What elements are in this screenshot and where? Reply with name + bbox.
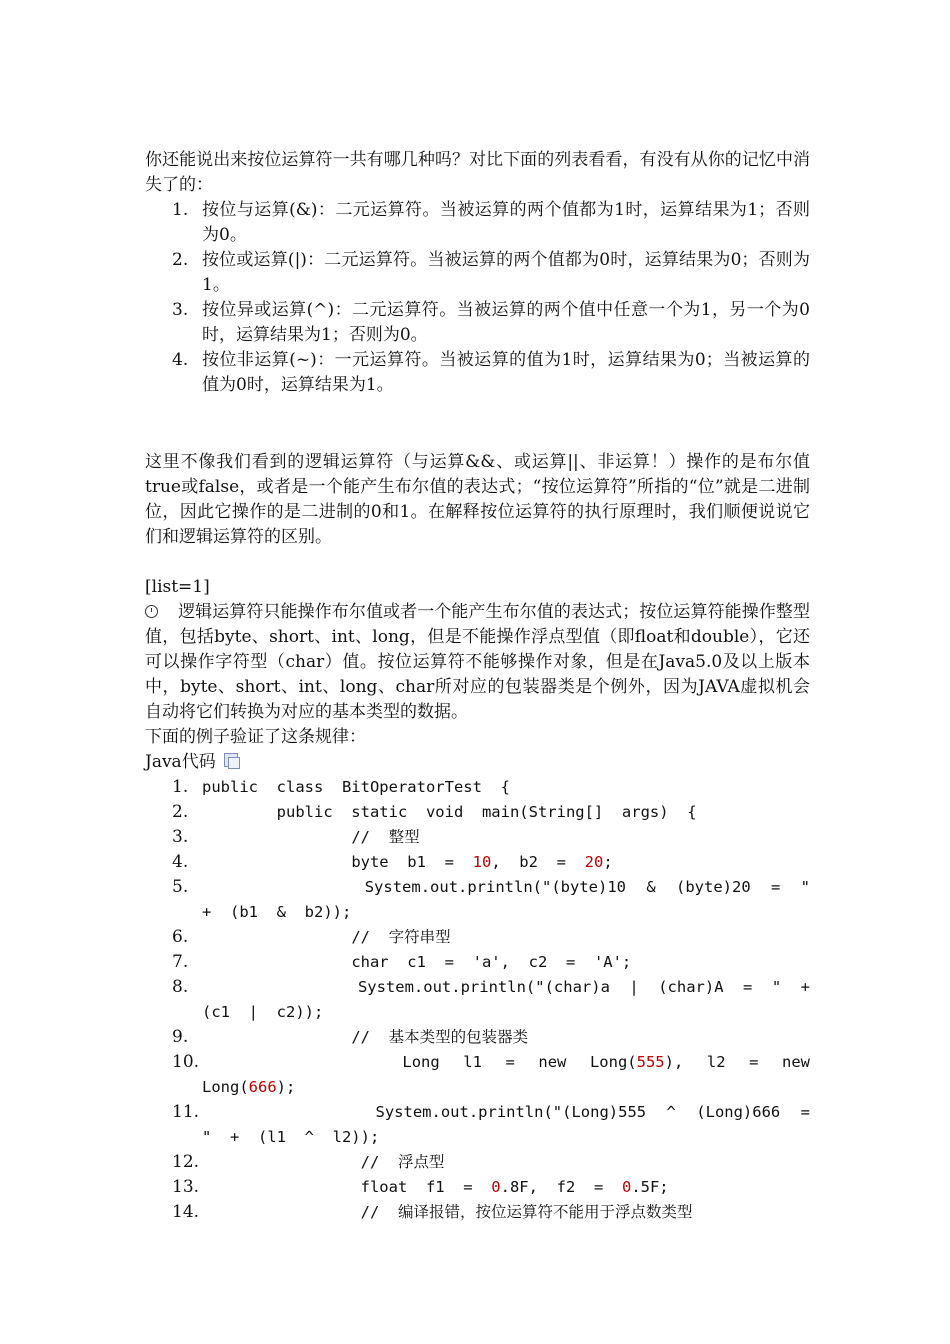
code-line <box>145 875 829 925</box>
code-line <box>145 1200 810 1225</box>
code-text: ), l2 = new Long( <box>202 1053 829 1096</box>
line-number: 7. <box>172 952 189 972</box>
code-label: Java代码 <box>145 752 216 772</box>
rule-paragraph <box>145 600 810 725</box>
code-line <box>145 1025 810 1050</box>
line-number: 8. <box>172 977 189 997</box>
number-literal: 0 <box>621 1178 632 1196</box>
list-text: 按位与运算(&)：二元运算符。当被运算的两个值都为1时，运算结果为1；否则为0。 <box>202 200 810 245</box>
code-line <box>145 1050 829 1100</box>
list-tag: [list=1] <box>145 577 210 597</box>
list-text: 按位或运算(|)：二元运算符。当被运算的两个值都为0时，运算结果为0；否则为1。 <box>202 250 810 295</box>
list-number: 3. <box>172 300 189 320</box>
code-line <box>145 775 810 800</box>
code-text: .5F; <box>631 1178 669 1196</box>
code-text: // 基本类型的包装器类 <box>202 1028 529 1046</box>
list-number: 1. <box>172 200 189 220</box>
line-number: 11. <box>172 1102 200 1122</box>
list-number: 4. <box>172 350 189 370</box>
rule-text: 逻辑运算符只能操作布尔值或者一个能产生布尔值的表达式；按位运算符能操作整型值，包括byte、short、int、long，但是不能操作浮点型值（即float和double），它还可以操作字符型（char）值。按位运算符不能够操作对象，但是在Java5.0及以上版本中，byte、short、int、long、char所对应的包装器类是个例外，因为JAVA虚拟机会自动将它们转换为对应的基本类型的数据。 <box>145 602 810 722</box>
list-item <box>145 348 810 398</box>
number-literal: 20 <box>584 853 604 871</box>
code-text: // 整型 <box>202 828 420 846</box>
code-line <box>145 1175 810 1200</box>
line-number: 13. <box>172 1177 200 1197</box>
code-text: float f1 = <box>202 1178 492 1196</box>
intro-paragraph: 你还能说出来按位运算符一共有哪几种吗？对比下面的列表看看，有没有从你的记忆中消失了的： <box>145 150 810 195</box>
logic-vs-bitwise-paragraph: 这里不像我们看到的逻辑运算符（与运算&&、或运算||、非运算！）操作的是布尔值true或false，或者是一个能产生布尔值的表达式；“按位运算符”所指的“位”就是二进制位，因此它操作的是二进制的0和1。在解释按位运算符的执行原理时，我们顺便说说它们和逻辑运算符的区别。 <box>145 452 810 547</box>
line-number: 14. <box>172 1202 200 1222</box>
number-literal: 555 <box>636 1053 665 1071</box>
code-label-row <box>145 750 810 775</box>
code-text: byte b1 = <box>202 853 473 871</box>
copy-icon[interactable] <box>224 753 238 767</box>
code-text: // 字符串型 <box>202 928 451 946</box>
code-line <box>145 1150 810 1175</box>
document-page <box>145 148 829 1225</box>
number-literal: 666 <box>248 1078 277 1096</box>
list-number: 2. <box>172 250 189 270</box>
code-text: System.out.println("(char)a | (char)A = " + (c1 | c2)); <box>202 978 829 1021</box>
code-text: public static void main(String[] args) { <box>202 803 697 821</box>
clock-icon <box>145 605 158 618</box>
list-item <box>145 298 810 348</box>
line-number: 6. <box>172 927 189 947</box>
list-text: 按位非运算(~)：一元运算符。当被运算的值为1时，运算结果为0；当被运算的值为0时，运算结果为1。 <box>202 350 810 395</box>
code-text: System.out.println("(Long)555 ^ (Long)666 = " + (l1 ^ l2)); <box>202 1103 829 1146</box>
operator-list <box>145 198 810 398</box>
code-text: // 编译报错，按位运算符不能用于浮点数类型 <box>202 1203 693 1221</box>
code-line <box>145 825 810 850</box>
code-text: // 浮点型 <box>202 1153 445 1171</box>
line-number: 12. <box>172 1152 200 1172</box>
code-text: System.out.println("(byte)10 & (byte)20 = " + (b1 & b2)); <box>202 878 829 921</box>
example-intro: 下面的例子验证了这条规律： <box>145 727 366 747</box>
code-text: ); <box>276 1078 296 1096</box>
code-text: public class BitOperatorTest { <box>202 778 510 796</box>
code-line <box>145 950 810 975</box>
code-line <box>145 925 810 950</box>
list-item <box>145 198 810 248</box>
code-line <box>145 800 810 825</box>
line-number: 4. <box>172 852 189 872</box>
code-text: , b2 = <box>491 853 585 871</box>
list-item <box>145 248 810 298</box>
code-line <box>145 1100 829 1150</box>
list-text: 按位异或运算(^)：二元运算符。当被运算的两个值中任意一个为1，另一个为0时，运算结果为1；否则为0。 <box>202 300 810 345</box>
code-text: .8F, f2 = <box>500 1178 622 1196</box>
code-line <box>145 975 829 1025</box>
number-literal: 10 <box>472 853 492 871</box>
code-block <box>145 775 829 1225</box>
code-text: char c1 = 'a', c2 = 'A'; <box>202 953 632 971</box>
code-text: Long l1 = new Long( <box>202 1053 637 1071</box>
line-number: 3. <box>172 827 189 847</box>
code-text: ; <box>603 853 613 871</box>
line-number: 2. <box>172 802 189 822</box>
number-literal: 0 <box>491 1178 501 1196</box>
line-number: 9. <box>172 1027 189 1047</box>
line-number: 10. <box>172 1052 200 1072</box>
code-line <box>145 850 810 875</box>
line-number: 5. <box>172 877 189 897</box>
line-number: 1. <box>172 777 189 797</box>
